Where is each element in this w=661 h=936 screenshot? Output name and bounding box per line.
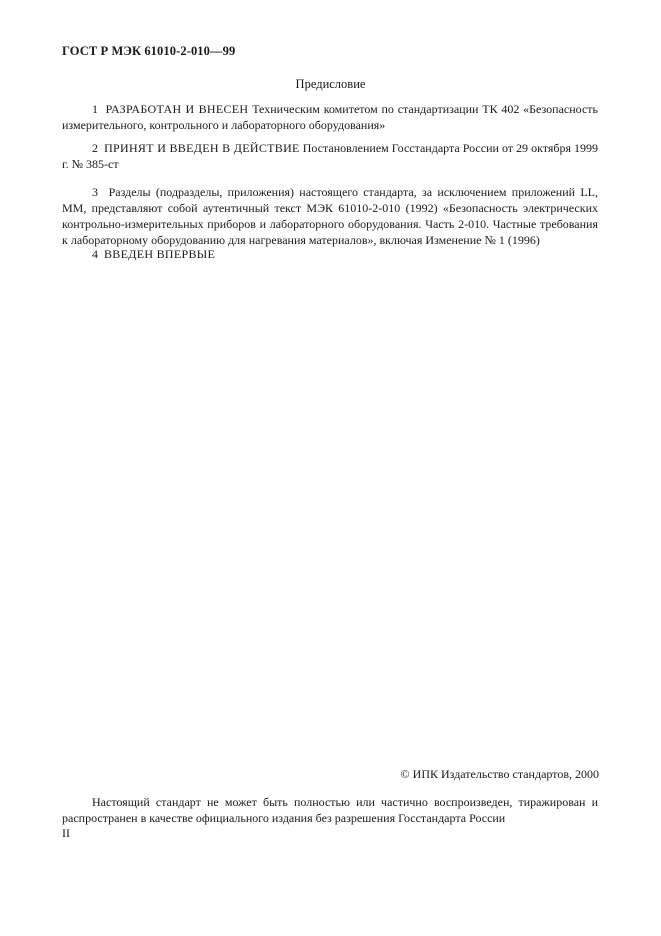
paragraph-1-text: Техническим комитетом по стандартизации ТК 402 «Безопасность измерительного, контрольного и лабораторного оборудования» <box>62 102 599 132</box>
paragraph-2-lead: ПРИНЯТ И ВВЕДЕН В ДЕЙСТВИЕ <box>104 141 300 155</box>
paragraph-3 <box>62 184 598 248</box>
reproduction-notice: Настоящий стандарт не может быть полностью или частично воспроизведен, тиражирован и распространен в качестве официального издания без разрешения Госстандарта России <box>62 795 598 825</box>
paragraph-1-lead: РАЗРАБОТАН И ВНЕСЕН <box>105 102 249 116</box>
copyright-line: © ИПК Издательство стандартов, 2000 <box>400 767 599 781</box>
paragraph-2-number: 2 <box>92 141 98 155</box>
paragraph-1 <box>62 101 598 133</box>
section-title: Предисловие <box>295 77 366 91</box>
paragraph-4 <box>62 246 598 262</box>
paragraph-4-number: 4 <box>92 247 98 261</box>
paragraph-4-lead: ВВЕДЕН ВПЕРВЫЕ <box>104 247 216 261</box>
paragraph-2-text: Постановлением Госстандарта России от 29 октября 1999 г. № 385-ст <box>62 141 599 171</box>
standard-code: ГОСТ Р МЭК 61010-2-010—99 <box>62 44 236 58</box>
paragraph-1-number: 1 <box>92 102 98 116</box>
paragraph-2 <box>62 140 598 172</box>
page-number: II <box>62 826 70 840</box>
paragraph-3-text: Разделы (подразделы, приложения) настоящего стандарта, за исключением приложений LL, ММ, представляют собой аутентичный текст МЭК 61010-2-010 (1992) «Безопасность электрических контрольно-измерительных приборов и лабораторного оборудования. Часть 2-010. Частные требования к лабораторному оборудованию для нагревания материалов», включая Изменение № 1 (1996) <box>62 185 598 247</box>
paragraph-3-number: 3 <box>92 185 98 199</box>
